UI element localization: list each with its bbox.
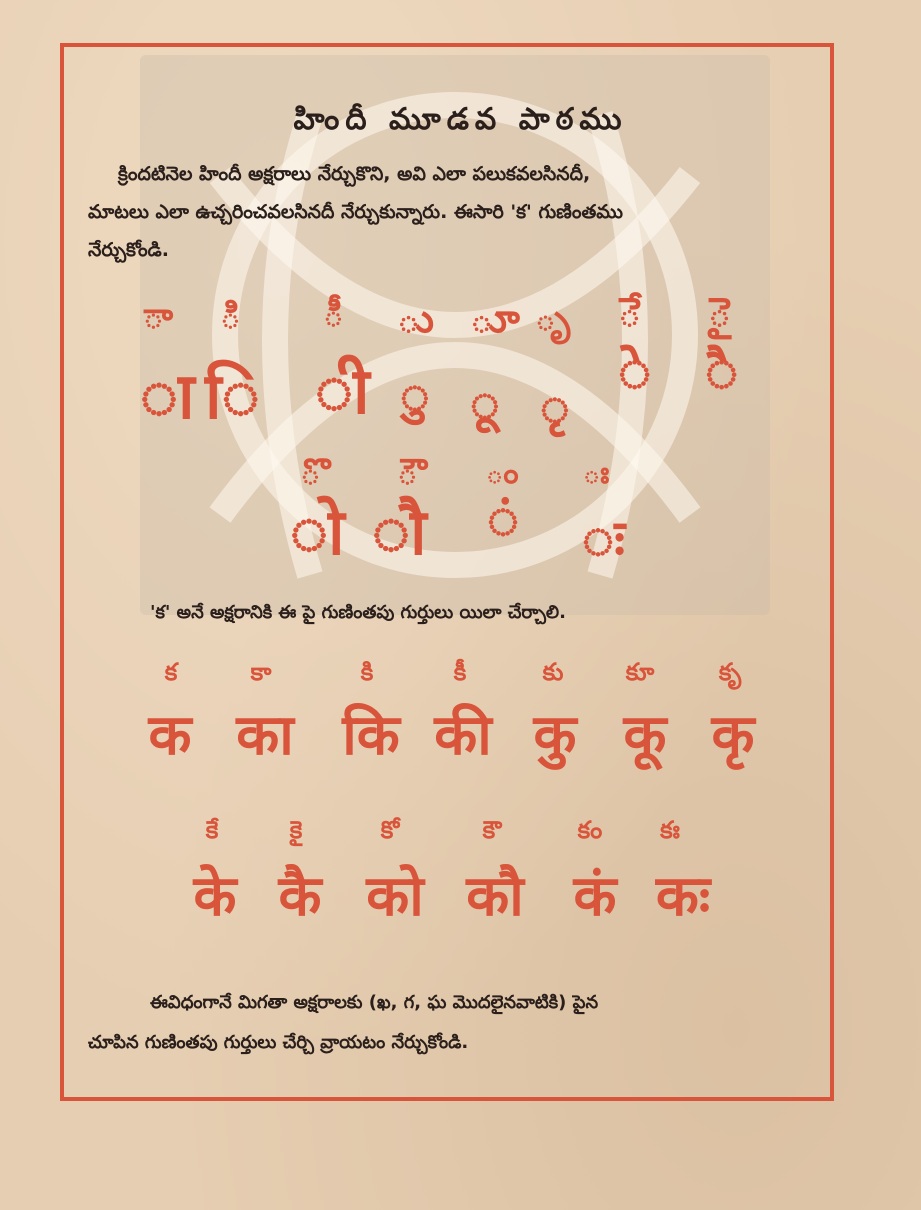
hindi-sign: ि (205, 360, 260, 434)
telugu-syllable: కా (250, 658, 272, 686)
hindi-syllable: की (434, 703, 492, 768)
hindi-sign: ं (487, 488, 520, 551)
telugu-syllable: కి (360, 658, 374, 686)
telugu-syllable: కు (542, 658, 564, 686)
hindi-syllable: कै (278, 864, 322, 929)
hindi-syllable: कि (342, 703, 400, 768)
telugu-syllable: కో (380, 816, 400, 844)
intro-line-1: క్రిందటినెల హిందీ అక్షరాలు నేర్చుకొని, అవి ఎలా పలుకవలసినదీ, (118, 163, 591, 185)
intro-line-3: నేర్చుకోండి. (88, 239, 169, 261)
intro-line-2: మాటలు ఎలా ఉచ్చరించవలసినదీ నేర్చుకున్నారు. ఈసారి 'క' గుణింతము (88, 201, 623, 223)
hindi-sign: ु (400, 367, 430, 425)
telugu-sign: ు (397, 296, 434, 342)
hindi-syllable: क (148, 703, 192, 768)
hindi-sign: े (618, 340, 652, 405)
telugu-sign: ై (708, 290, 732, 336)
hindi-syllable: कः (655, 864, 711, 929)
telugu-syllable: కౌ (482, 816, 502, 844)
hindi-syllable: कू (623, 703, 667, 768)
telugu-sign: ృ (535, 298, 571, 339)
telugu-sign: ొ (300, 452, 321, 493)
telugu-syllable: కే (205, 816, 219, 844)
hindi-sign: ृ (540, 379, 570, 437)
telugu-syllable: కూ (625, 658, 655, 686)
telugu-syllable: క (164, 658, 178, 686)
lesson-title: హిందీ మూడవ పాఠము (293, 102, 628, 137)
telugu-sign: ి (220, 296, 241, 337)
hindi-syllable: कृ (711, 703, 755, 768)
hindi-syllable: कौ (466, 864, 524, 929)
telugu-syllable: కం (577, 816, 603, 844)
hindi-sign: ू (470, 375, 500, 433)
closing-line-1: ఈవిధంగానే మిగతా అక్షరాలకు (ఖ, గ, ఘ మొదలైనవాటికి) పైన (150, 992, 599, 1013)
telugu-sign: ః (583, 456, 610, 491)
telugu-syllable: కీ (453, 658, 467, 686)
telugu-sign: ౌ (397, 452, 418, 493)
hindi-sign: ौ (372, 496, 427, 570)
hindi-sign: ः (582, 508, 625, 571)
hindi-syllable: के (193, 864, 237, 929)
telugu-sign: ం (486, 456, 519, 491)
telugu-syllable: కృ (718, 658, 742, 686)
telugu-sign: ూ (470, 296, 520, 342)
hindi-syllable: को (366, 864, 424, 929)
hindi-sign: ा (140, 360, 195, 434)
hindi-syllable: का (236, 703, 294, 768)
telugu-syllable: కః (660, 816, 680, 844)
telugu-syllable: కై (289, 816, 303, 844)
closing-line-2: చూపిన గుణింతపు గుర్తులు చేర్చి వ్రాయటం నేర్చుకోండి. (88, 1032, 469, 1053)
hindi-sign: ो (290, 496, 345, 570)
hindi-syllable: कं (573, 864, 617, 929)
instruction-text: 'క' అనే అక్షరానికి ఈ పై గుణింతపు గుర్తులు యిలా చేర్చాలి. (150, 602, 566, 623)
telugu-sign: ీ (323, 294, 344, 335)
hindi-sign: ी (315, 355, 370, 429)
hindi-syllable: कु (533, 703, 577, 768)
telugu-sign: ే (618, 290, 642, 336)
telugu-sign: ా (143, 296, 174, 337)
hindi-sign: ै (705, 340, 739, 405)
